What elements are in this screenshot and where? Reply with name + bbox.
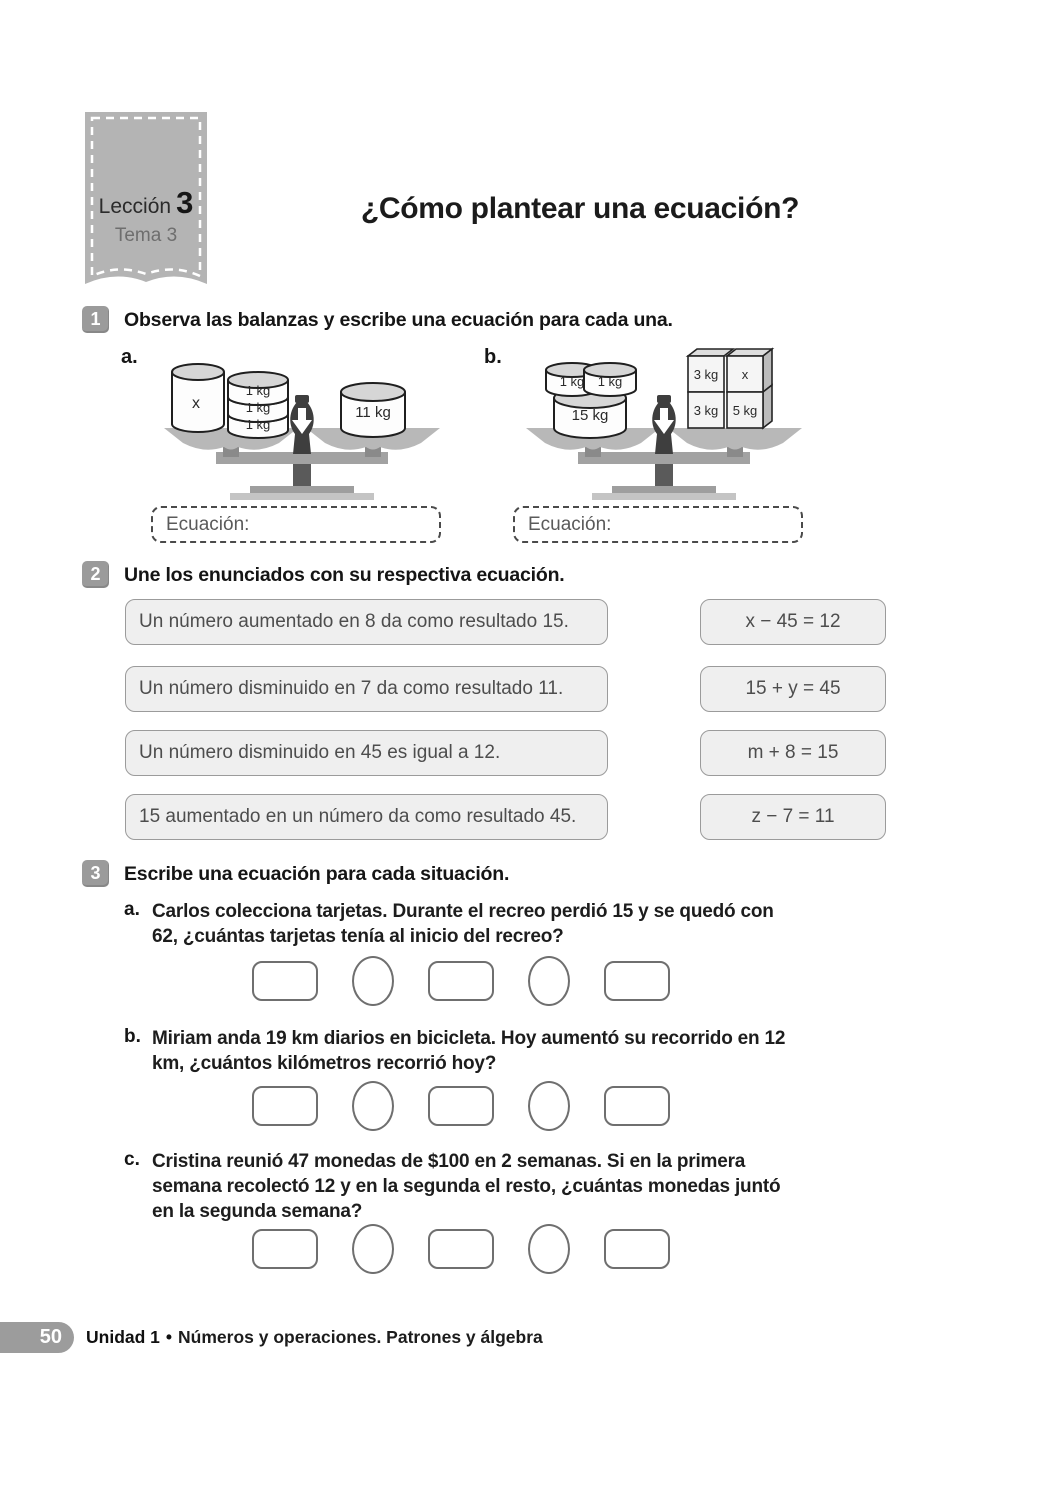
answer-box-rect[interactable] <box>604 1229 670 1269</box>
statement-bubble-3[interactable] <box>125 730 608 776</box>
problem-c-text: Cristina reunió 47 monedas de $100 en 2 semanas. Si en la primera semana recolectó 12 y en la segunda el resto, ¿cuántas monedas juntó en la segunda semana? <box>152 1151 781 1223</box>
equation-text-1: x − 45 = 12 <box>745 611 841 632</box>
cube-3kg-bottom-label: 3 kg <box>693 403 719 418</box>
connector-tag-icon <box>594 740 621 767</box>
statement-text-1: Un número aumentado en 8 da como resultado 15. <box>139 611 569 632</box>
answer-box-oval[interactable] <box>528 956 570 1006</box>
equation-bubble-3[interactable] <box>700 730 886 776</box>
answer-box-rect[interactable] <box>252 1229 318 1269</box>
answer-box-oval[interactable] <box>352 1224 394 1274</box>
connector-tag-icon <box>687 740 714 767</box>
stack-weight-3-label: 1 kg <box>245 417 271 432</box>
equation-label-b: Ecuación: <box>528 513 612 535</box>
weight-15kg-label: 15 kg <box>571 407 609 424</box>
problem-c-label: c. <box>124 1149 140 1170</box>
lesson-label: Lección <box>98 195 172 218</box>
answer-shape-row-a <box>252 956 670 1006</box>
answer-box-rect[interactable] <box>428 1229 494 1269</box>
connector-tag-icon <box>687 676 714 703</box>
balance-b-label: b. <box>484 346 502 368</box>
equation-text-4: z − 7 = 11 <box>751 806 835 827</box>
statement-bubble-2[interactable] <box>125 666 608 712</box>
connector-tag-icon <box>594 609 621 636</box>
answer-box-oval[interactable] <box>352 956 394 1006</box>
equation-text-2: 15 + y = 45 <box>745 678 841 699</box>
weight-11kg-label: 11 kg <box>355 404 391 421</box>
footer-separator: • <box>165 1327 173 1347</box>
weight-1kg-left-label: 1 kg <box>559 374 585 389</box>
weight-1kg-pair <box>546 363 636 396</box>
connector-tag-icon <box>594 804 621 831</box>
equation-label-a: Ecuación: <box>166 513 250 535</box>
weight-x-label: x <box>192 395 200 412</box>
equation-answer-box-a[interactable] <box>151 506 441 543</box>
weight-stack-1kg <box>228 372 288 438</box>
section2-number-badge: 2 <box>82 561 109 588</box>
connector-tag-icon <box>687 804 714 831</box>
answer-box-rect[interactable] <box>604 961 670 1001</box>
equation-answer-box-b[interactable] <box>513 506 803 543</box>
page-number-badge: 50 <box>0 1322 74 1353</box>
cube-5kg-label: 5 kg <box>732 403 758 418</box>
section1-instruction: Observa las balanzas y escribe una ecuación para cada una. <box>124 309 673 331</box>
footer-unit-label: Unidad 1 <box>86 1327 160 1347</box>
statement-bubble-1[interactable] <box>125 599 608 645</box>
answer-box-rect[interactable] <box>428 1086 494 1126</box>
balance-a-label: a. <box>121 346 138 368</box>
answer-box-rect[interactable] <box>428 961 494 1001</box>
section3-number-badge: 3 <box>82 860 109 887</box>
connector-tag-icon <box>594 676 621 703</box>
footer-text <box>86 1322 543 1353</box>
cube-3kg-top-label: 3 kg <box>693 367 719 382</box>
weight-unknown-x <box>172 364 224 432</box>
stack-weight-2-label: 1 kg <box>245 400 271 415</box>
weight-1kg-right-label: 1 kg <box>597 374 623 389</box>
equation-bubble-1[interactable] <box>700 599 886 645</box>
weight-cubes <box>688 349 772 428</box>
answer-shape-row-c <box>252 1224 670 1274</box>
statement-bubble-4[interactable] <box>125 794 608 840</box>
weight-11kg <box>341 383 405 437</box>
ribbon-text <box>85 185 207 247</box>
statement-text-2: Un número disminuido en 7 da como resultado 11. <box>139 678 564 699</box>
equation-bubble-2[interactable] <box>700 666 886 712</box>
problem-b-label: b. <box>124 1026 141 1047</box>
footer-unit-title: Números y operaciones. Patrones y álgebra <box>178 1327 543 1347</box>
equation-bubble-4[interactable] <box>700 794 886 840</box>
lesson-ribbon <box>85 112 207 294</box>
topic-label: Tema 3 <box>114 225 178 246</box>
problem-b-text: Miriam anda 19 km diarios en bicicleta. Hoy aumentó su recorrido en 12 km, ¿cuántos kilómetros recorrió hoy? <box>152 1028 786 1075</box>
balance-scale-a <box>146 340 456 500</box>
section3-instruction: Escribe una ecuación para cada situación. <box>124 863 510 885</box>
statement-text-4: 15 aumentado en un número da como resultado 45. <box>139 806 577 827</box>
answer-box-oval[interactable] <box>352 1081 394 1131</box>
answer-box-oval[interactable] <box>528 1081 570 1131</box>
page-title: ¿Cómo plantear una ecuación? <box>360 192 800 225</box>
stack-weight-1-label: 1 kg <box>245 383 271 398</box>
answer-shape-row-b <box>252 1081 670 1131</box>
cube-x-label: x <box>741 367 749 382</box>
problem-a-label: a. <box>124 899 140 920</box>
statement-text-3: Un número disminuido en 45 es igual a 12. <box>139 742 501 763</box>
balance-scale-b <box>508 340 818 500</box>
equation-text-3: m + 8 = 15 <box>747 742 839 763</box>
section2-instruction: Une los enunciados con su respectiva ecuación. <box>124 564 565 586</box>
answer-box-rect[interactable] <box>252 961 318 1001</box>
answer-box-oval[interactable] <box>528 1224 570 1274</box>
answer-box-rect[interactable] <box>252 1086 318 1126</box>
section1-number-badge: 1 <box>82 306 109 333</box>
lesson-number: 3 <box>176 185 194 220</box>
connector-tag-icon <box>687 609 714 636</box>
answer-box-rect[interactable] <box>604 1086 670 1126</box>
problem-a-text: Carlos colecciona tarjetas. Durante el recreo perdió 15 y se quedó con 62, ¿cuántas tarjetas tenía al inicio del recreo? <box>152 901 774 948</box>
